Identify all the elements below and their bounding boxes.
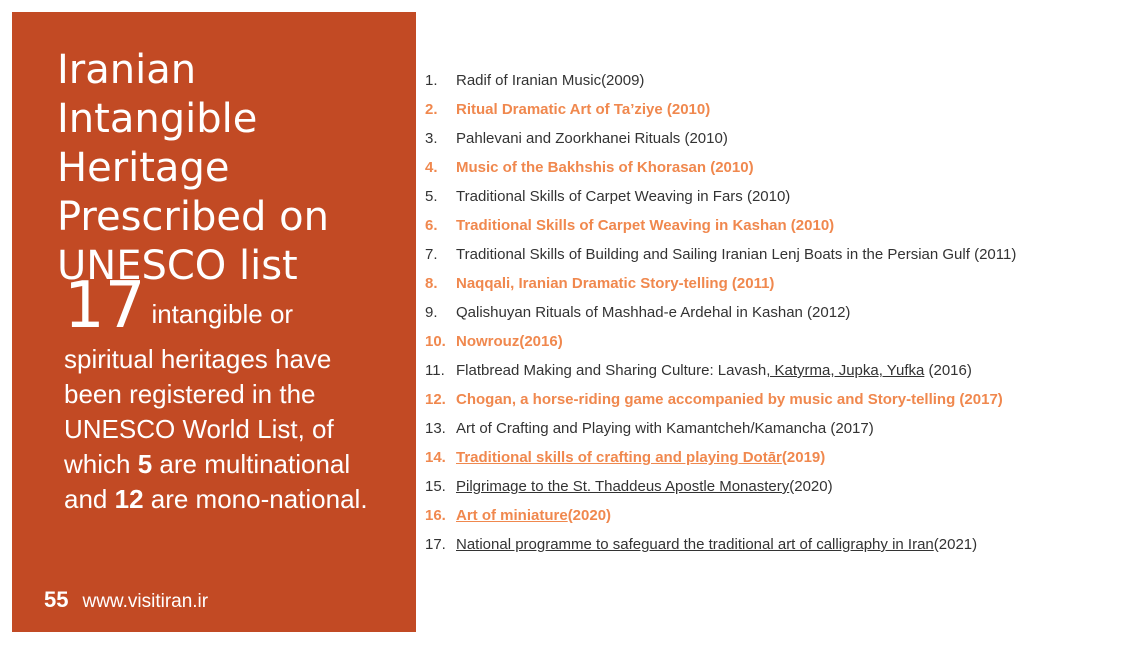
page-title	[57, 46, 407, 291]
list-item	[425, 128, 1115, 157]
summary-part-c: are mono-national.	[143, 484, 368, 514]
list-item-text: Radif of Iranian Music(2009)	[456, 72, 645, 89]
summary-text	[64, 269, 394, 517]
list-item-text: Traditional Skills of Carpet Weaving in Fars (2010)	[456, 188, 791, 205]
list-item	[425, 360, 1115, 389]
list-item-number: 9.	[425, 304, 438, 321]
list-item-number: 12.	[425, 391, 446, 408]
heritage-count: 17	[64, 269, 146, 343]
list-item-number: 10.	[425, 333, 446, 350]
list-item-text	[456, 360, 972, 389]
list-item-text: Ritual Dramatic Art of Ta’ziye (2010)	[456, 101, 711, 118]
list-item	[425, 244, 1115, 273]
list-item-text-part: (2020)	[789, 478, 833, 495]
title-line: Heritage	[57, 145, 230, 191]
list-item	[425, 418, 1115, 447]
list-item-number: 17.	[425, 536, 446, 553]
list-item	[425, 186, 1115, 215]
list-item-text	[456, 534, 977, 563]
website-label: www.visitiran.ir	[82, 591, 209, 612]
summary-part-b: are multinational and	[64, 449, 351, 514]
list-item-text: Traditional Skills of Carpet Weaving in Kashan (2010)	[456, 217, 835, 234]
title-line: UNESCO list	[57, 243, 298, 289]
list-item-text-part: (2019)	[781, 449, 826, 466]
list-item-number: 3.	[425, 130, 438, 147]
list-item-number: 5.	[425, 188, 438, 205]
list-item-number: 13.	[425, 420, 446, 437]
list-item-text-part: (2016)	[924, 362, 972, 379]
list-item-number: 14.	[425, 449, 446, 466]
list-item-text-part: Flatbread Making and Sharing Culture: Lavash	[456, 362, 767, 379]
list-item-link[interactable]: , Katyrma, Jupka, Yufka	[766, 362, 925, 379]
title-line: Iranian Intangible	[57, 47, 258, 142]
list-item-text: Qalishuyan Rituals of Mashhad-e Ardehal in Kashan (2012)	[456, 304, 851, 321]
page-number: 55	[44, 587, 69, 612]
title-panel	[12, 12, 416, 632]
list-item-number: 1.	[425, 72, 438, 89]
list-item-number: 6.	[425, 217, 438, 234]
list-item-text	[456, 447, 825, 476]
list-item	[425, 505, 1115, 534]
list-item-number: 16.	[425, 507, 446, 524]
list-item-text: Chogan, a horse-riding game accompanied by music and Story-telling (2017)	[456, 391, 1003, 408]
list-item	[425, 273, 1115, 302]
list-item-text-part: (2021)	[933, 536, 978, 553]
list-item-number: 15.	[425, 478, 446, 495]
list-item	[425, 302, 1115, 331]
count-caption: intangible or	[151, 299, 294, 329]
footer	[44, 587, 208, 613]
list-item	[425, 215, 1115, 244]
list-item-link[interactable]: Art of miniature	[456, 507, 568, 524]
list-item-text: Art of Crafting and Playing with Kamantcheh/Kamancha (2017)	[456, 420, 874, 437]
list-item-text: Traditional Skills of Building and Sailing Iranian Lenj Boats in the Persian Gulf (2011)	[456, 246, 1017, 263]
mononational-count: 12	[114, 484, 144, 514]
list-item	[425, 157, 1115, 186]
list-item-link[interactable]: Traditional skills of crafting and playing Dotār	[456, 449, 782, 466]
list-item	[425, 447, 1115, 476]
list-item-number: 7.	[425, 246, 438, 263]
list-item	[425, 389, 1115, 418]
list-item	[425, 70, 1115, 99]
list-item-text-part: (2020)	[567, 507, 612, 524]
multinational-count: 5	[137, 449, 153, 479]
list-item-link[interactable]: National programme to safeguard the traditional art of calligraphy in Iran	[456, 536, 934, 553]
list-item-text	[456, 476, 833, 505]
list-item-text	[456, 505, 611, 534]
list-item	[425, 99, 1115, 128]
list-item-text: Naqqali, Iranian Dramatic Story-telling (2011)	[456, 275, 775, 292]
list-item	[425, 331, 1115, 360]
title-line: Prescribed on	[57, 194, 329, 240]
heritage-list	[425, 70, 1115, 563]
list-item	[425, 476, 1115, 505]
summary-part-a: spiritual heritages have been registered in the UNESCO World List, of which	[64, 344, 334, 479]
list-item-text: Pahlevani and Zoorkhanei Rituals (2010)	[456, 130, 728, 147]
list-item-number: 2.	[425, 101, 438, 118]
list-item-number: 11.	[425, 362, 445, 379]
list-item-number: 8.	[425, 275, 438, 292]
list-item-link[interactable]: Pilgrimage to the St. Thaddeus Apostle Monastery	[456, 478, 790, 495]
list-item-number: 4.	[425, 159, 438, 176]
list-item-text: Nowrouz(2016)	[456, 333, 563, 350]
list-item	[425, 534, 1115, 563]
list-item-text: Music of the Bakhshis of Khorasan (2010)	[456, 159, 754, 176]
